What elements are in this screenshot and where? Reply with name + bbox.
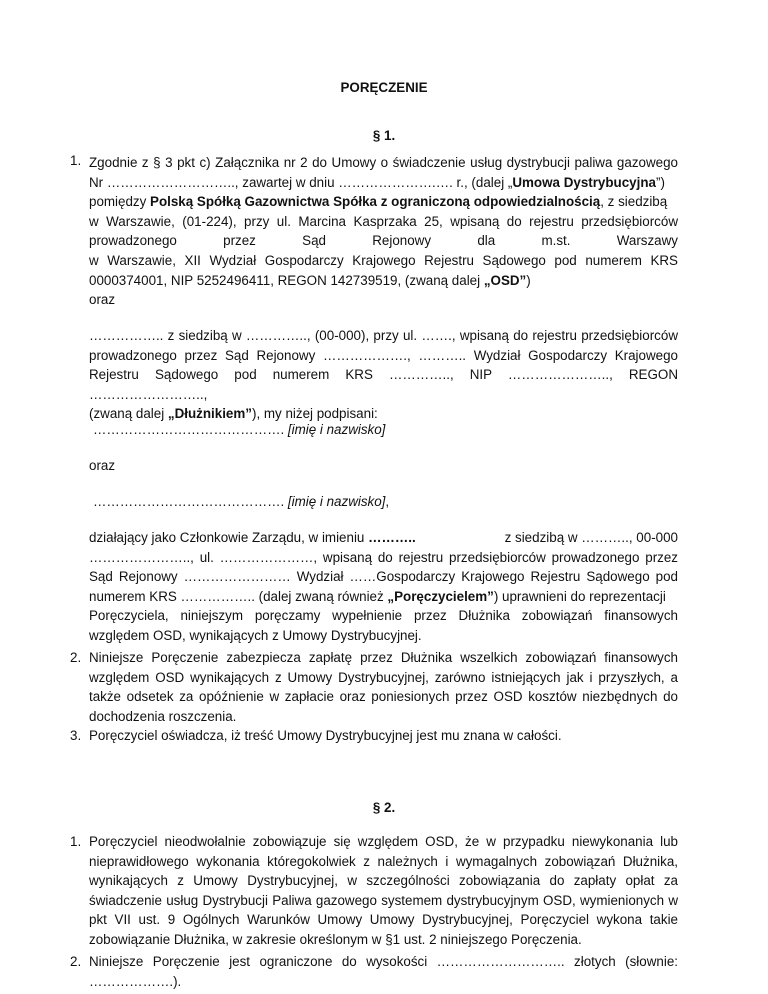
paragraph-line: prowadzonego przez Sąd Rejonowy ………………., ……….. Wydział Gospodarczy Krajowego: [89, 347, 678, 363]
bold-term: Umowa Dystrybucyjna: [512, 174, 656, 190]
paragraph-line: względem OSD, wynikających z Umowy Dystrybucyjnej.: [89, 627, 422, 643]
bold-term: Polską Spółką Gazownictwa Spółka z ograniczoną odpowiedzialnością: [150, 194, 601, 210]
item-number: 1.: [70, 834, 82, 849]
paragraph-line: Zgodnie z § 3 pkt c) Załącznika nr 2 do Umowy o świadczenie usług dystrybucji paliwa gazowego: [89, 155, 678, 170]
section-1-item-3: [70, 726, 678, 746]
paragraph-line: Sąd Rejonowy …………………… Wydział ……Gospodarczy Krajowego Rejestru Sądowego pod: [89, 569, 678, 585]
section-2-item-1: [70, 832, 678, 950]
section-2-heading: § 2.: [372, 800, 396, 815]
paragraph-line: Nr ……………………….., zawartej w dniu ………………….…. r., (dalej „Umowa Dystrybucyjna”): [89, 174, 665, 190]
document-title: PORĘCZENIE: [340, 80, 428, 95]
item-text: Poręczyciel nieodwołalnie zobowiązuje się względem OSD, że w przypadku niewykonania lub nieprawidłowego wykonania któregokolwiek z należnych i wymagalnych zobowiązań Dłużnika, wynikających z Umowy Dystrybucyjnej, w szczególności zobowiązania do zapłaty opłat za świadczenie usług Dystrybucji Paliwa gazowego systemem dystrybucyjnym OSD, wymienionych w pkt VII ust. 9 Ogólnych Warunków Umowy Umowy Dystrybucyjnej, Poręczyciel wykona takie zobowiązanie Dłużnika, w zakresie określonym w §1 ust. 2 niniejszego Poręczenia.: [89, 834, 678, 947]
paragraph-line: numerem KRS …………….. (dalej zwaną również „Poręczycielem”) uprawnieni do reprezentacji: [89, 588, 666, 604]
paragraph-line: ………………….., ul. …………………, wpisaną do rejestru przedsiębiorców prowadzonego przez: [89, 549, 678, 565]
paragraph-line: działający jako Członkowie Zarządu, w imieniu ……….. z siedzibą w ……….., 00-000: [89, 530, 678, 545]
item-number: 1.: [70, 153, 82, 168]
item-number: 3.: [70, 728, 82, 743]
paragraph-line: Rejestru Sądowego pod numerem KRS ………….., NIP ………………….., REGON: [89, 367, 678, 383]
oraz-text: oraz: [89, 458, 116, 473]
paragraph-line: w Warszawie, XII Wydział Gospodarczy Krajowego Rejestru Sądowego pod numerem KRS: [89, 252, 678, 268]
oraz-text: oraz: [89, 292, 116, 307]
bold-term: „Poręczycielem”: [387, 588, 494, 604]
paragraph-line: w Warszawie, (01-224), przy ul. Marcina Kasprzaka 25, wpisaną do rejestru przedsiębiorców: [89, 213, 678, 229]
bold-term: ………..: [368, 530, 416, 545]
bold-term: „Dłużnikiem”: [167, 406, 252, 422]
section-2-item-2: [70, 952, 678, 991]
signer-name-hint: [imię i nazwisko]: [287, 494, 386, 509]
section-1-item-1: [70, 153, 678, 290]
item-number: 2.: [70, 650, 82, 665]
item-number: 2.: [70, 954, 82, 969]
paragraph-line: pomiędzy Polską Spółką Gazownictwa Spółka z ograniczoną odpowiedzialnością, z siedzibą: [89, 194, 668, 210]
section-1-item-2: [70, 648, 678, 726]
signer-2-line: ……………………………………. [imię i nazwisko],: [93, 494, 390, 509]
debtor-block: [89, 326, 678, 424]
paragraph-line: …………….. z siedzibą w ………….., (00-000), przy ul. ……., wpisaną do rejestru przedsiębiorców: [89, 328, 678, 343]
spaced-line: prowadzonego przez Sąd Rejonowy dla m.st. Warszawy: [89, 233, 678, 249]
paragraph-line: Poręczyciela, niniejszym poręczamy wypełnienie przez Dłużnika zobowiązań finansowych: [89, 608, 678, 624]
item-text: Poręczyciel oświadcza, iż treść Umowy Dystrybucyjnej jest mu znana w całości.: [89, 728, 562, 743]
board-block: [89, 528, 678, 646]
paragraph-line: (zwaną dalej „Dłużnikiem”), my niżej podpisani:: [89, 406, 378, 422]
item-text: Niniejsze Poręczenie jest ograniczone do wysokości ……………………….. złotych (słownie: ……………….).: [89, 954, 678, 989]
item-text: Niniejsze Poręczenie zabezpiecza zapłatę przez Dłużnika wszelkich zobowiązań finansowych względem OSD wynikających z Umowy Dystrybucyjnej, zarówno istniejących jak i przyszłych, a także odsetek za opóźnienie w zapłacie oraz poniesionych przez OSD kosztów niezbędnych do dochodzenia roszczenia.: [89, 650, 678, 724]
signer-1-line: ……………………………………. [imię i nazwisko]: [93, 422, 386, 437]
paragraph-line: ……………………..,: [89, 386, 208, 402]
signer-name-hint: [imię i nazwisko]: [287, 422, 386, 437]
bold-term: „OSD”: [483, 272, 527, 288]
section-1-heading: § 1.: [372, 128, 396, 143]
paragraph-line: 0000374001, NIP 5252496411, REGON 142739519, (zwaną dalej „OSD”): [89, 272, 531, 288]
